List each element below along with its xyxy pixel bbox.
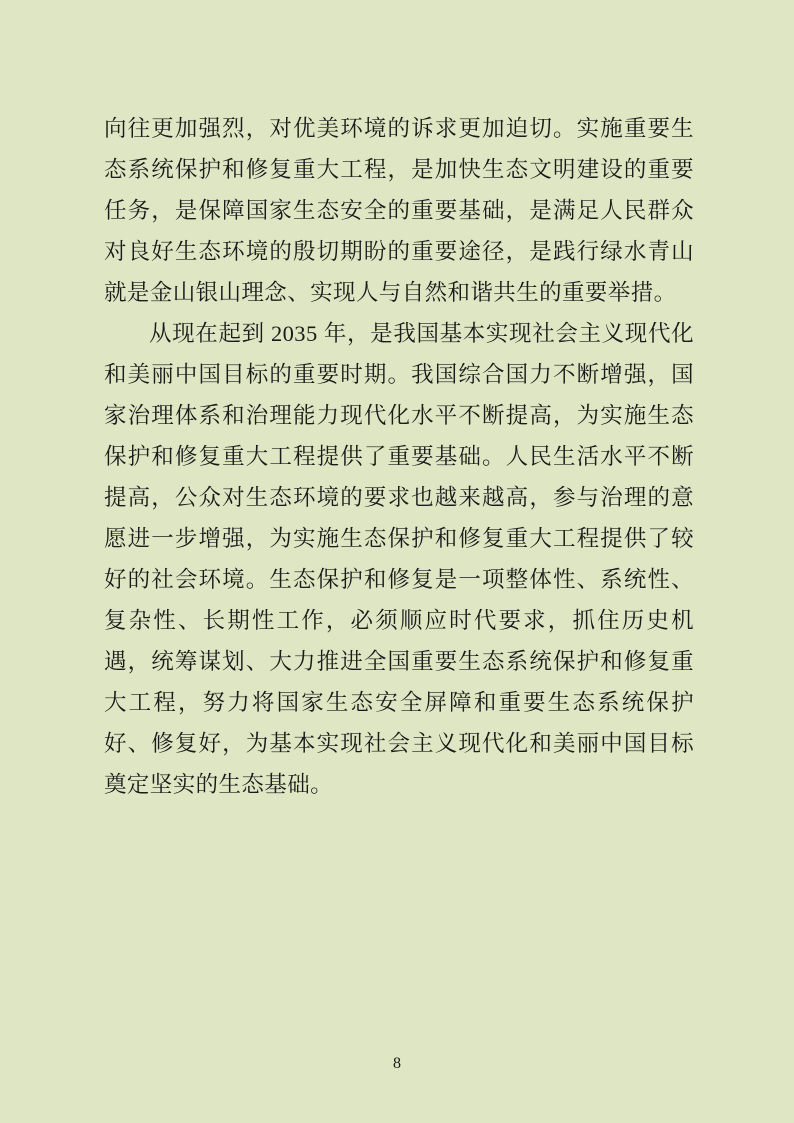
body-paragraph-1: 向往更加强烈，对优美环境的诉求更加迫切。实施重要生态系统保护和修复重大工程，是加快生态文明建设的重要任务，是保障国家生态安全的重要基础，是满足人民群众对良好生态环境的殷切期盼的重要途径，是践行绿水青山就是金山银山理念、实现人与自然和谐共生的重要举措。 — [104, 116, 694, 305]
body-paragraph-2: 从现在起到 2035 年，是我国基本实现社会主义现代化和美丽中国目标的重要时期。我国综合国力不断增强，国家治理体系和治理能力现代化水平不断提高，为实施生态保护和修复重大工程提供了重要基础。人民生活水平不断提高，公众对生态环境的要求也越来越高，参与治理的意愿进一步增强，为实施生态保护和修复重大工程提供了较好的社会环境。生态保护和修复是一项整体性、系统性、复杂性、长期性工作，必须顺应时代要求，抓住历史机遇，统筹谋划、大力推进全国重要生态系统保护和修复重大工程，努力将国家生态安全屏障和重要生态系统保护好、修复好，为基本实现社会主义现代化和美丽中国目标奠定坚实的生态基础。 — [104, 321, 694, 797]
page-number: 8 — [393, 1055, 401, 1072]
page-content — [104, 108, 694, 805]
